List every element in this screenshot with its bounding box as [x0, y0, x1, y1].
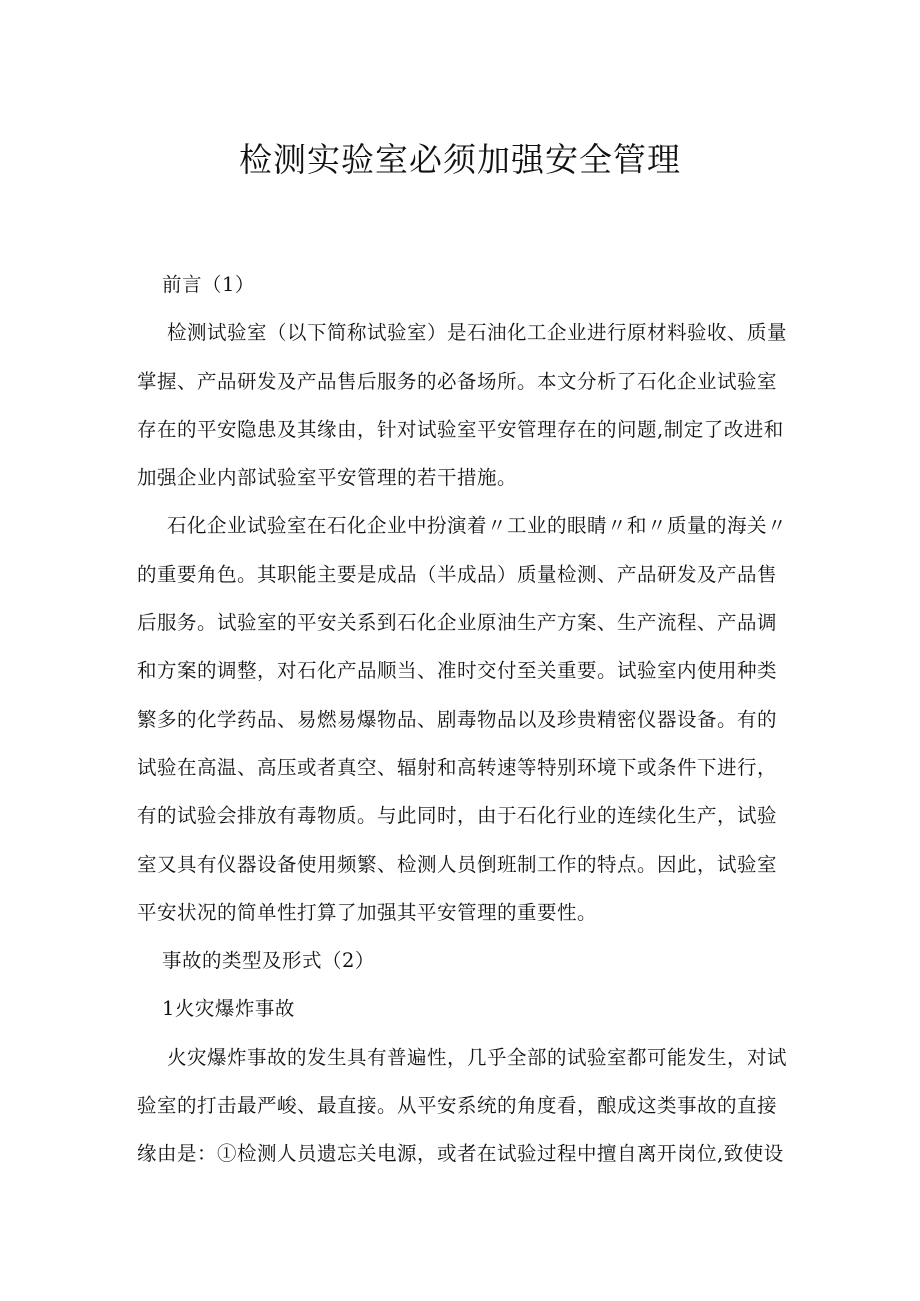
paragraph-line: 检测试验室（以下简称试验室）是石油化工企业进行原材料验收、质量 — [167, 321, 788, 345]
paragraph-line: 有的试验会排放有毒物质。与此同时，由于石化行业的连续化生产，试验 — [137, 804, 778, 828]
paragraph-line: 的重要角色。其职能主要是成品（半成品）质量检测、产品研发及产品售 — [137, 562, 778, 586]
paragraph-line: 缘由是：①检测人员遗忘关电源，或者在试验过程中擅自离开岗位,致使设 — [137, 1142, 784, 1166]
paragraph-line: 和方案的调整，对石化产品顺当、准时交付至关重要。试验室内使用种类 — [137, 659, 778, 683]
subsection-heading-fire-explosion: 1火灾爆炸事故 — [162, 997, 295, 1021]
paragraph-line: 存在的平安隐患及其缘由，针对试验室平安管理存在的问题,制定了改进和 — [137, 417, 784, 441]
paragraph-line: 石化企业试验室在石化企业中扮演着〃工业的眼睛〃和〃质量的海关〃 — [167, 514, 788, 538]
paragraph-line: 验室的打击最严峻、最直接。从平安系统的角度看，酿成这类事故的直接 — [137, 1094, 778, 1118]
section-heading-preface: 前言（1） — [162, 273, 255, 296]
paragraph-line: 掌握、产品研发及产品售后服务的必备场所。本文分析了石化企业试验室 — [137, 369, 778, 393]
section-heading-accident-types: 事故的类型及形式（2） — [162, 949, 375, 973]
paragraph-line: 火灾爆炸事故的发生具有普遍性，几乎全部的试验室都可能发生，对试 — [167, 1045, 788, 1069]
paragraph-line: 后服务。试验室的平安关系到石化企业原油生产方案、生产流程、产品调 — [137, 611, 778, 635]
paragraph-line: 室又具有仪器设备使用频繁、检测人员倒班制工作的特点。因此，试验室 — [137, 852, 778, 876]
document-body — [137, 266, 799, 1184]
document-title: 检测实验室必须加强安全管理 — [239, 140, 681, 179]
paragraph-line: 试验在高温、高压或者真空、辐射和高转速等特别环境下或条件下进行， — [137, 755, 778, 779]
paragraph-line: 繁多的化学药品、易燃易爆物品、剧毒物品以及珍贵精密仪器设备。有的 — [137, 707, 778, 731]
paragraph-line: 平安状况的简单性打算了加强其平安管理的重要性。 — [137, 900, 598, 924]
paragraph-line: 加强企业内部试验室平安管理的若干措施。 — [137, 466, 518, 490]
